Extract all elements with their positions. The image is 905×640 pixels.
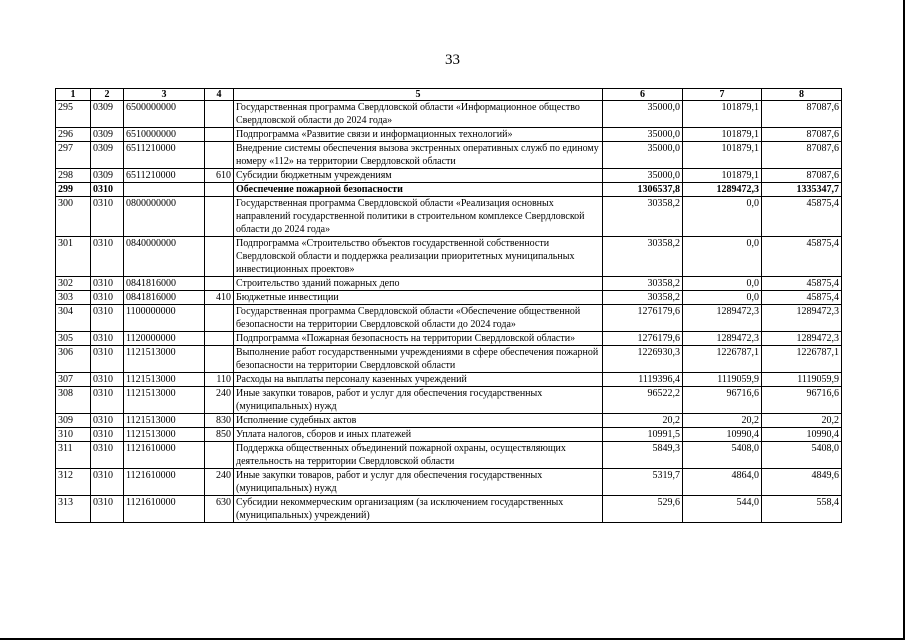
target-article-cell: 1121610000 (124, 469, 205, 496)
amount-col6-cell: 1306537,8 (603, 183, 683, 197)
amount-col7-cell: 544,0 (683, 496, 762, 523)
item-name-cell: Субсидии бюджетным учреждениям (234, 169, 603, 183)
item-name-cell: Внедрение системы обеспечения вызова экстренных оперативных служб по единому номеру «112» на территории Свердловской области (234, 142, 603, 169)
row-number-cell: 306 (56, 346, 91, 373)
section-code-cell: 0310 (91, 291, 124, 305)
table-row (56, 373, 842, 387)
item-name-cell: Иные закупки товаров, работ и услуг для обеспечения государственных (муниципальных) нужд (234, 387, 603, 414)
amount-col6-cell: 1226930,3 (603, 346, 683, 373)
section-code-cell: 0310 (91, 414, 124, 428)
amount-col6-cell: 1119396,4 (603, 373, 683, 387)
item-name-cell: Государственная программа Свердловской области «Информационное общество Свердловской области до 2024 года» (234, 101, 603, 128)
target-article-cell (124, 183, 205, 197)
row-number-cell: 304 (56, 305, 91, 332)
section-code-cell: 0309 (91, 169, 124, 183)
section-code-cell: 0309 (91, 142, 124, 169)
amount-col6-cell: 1276179,6 (603, 332, 683, 346)
amount-col8-cell: 45875,4 (762, 197, 842, 237)
section-code-cell: 0309 (91, 128, 124, 142)
amount-col6-cell: 1276179,6 (603, 305, 683, 332)
amount-col8-cell: 87087,6 (762, 101, 842, 128)
expense-type-cell: 240 (205, 387, 234, 414)
table-row (56, 197, 842, 237)
expense-type-cell (205, 346, 234, 373)
target-article-cell: 1121610000 (124, 442, 205, 469)
expense-type-cell (205, 277, 234, 291)
table-row (56, 496, 842, 523)
section-code-cell: 0310 (91, 183, 124, 197)
expense-type-cell: 850 (205, 428, 234, 442)
expense-type-cell: 610 (205, 169, 234, 183)
row-number-cell: 295 (56, 101, 91, 128)
table-row (56, 142, 842, 169)
expense-type-cell (205, 128, 234, 142)
target-article-cell: 0841816000 (124, 277, 205, 291)
row-number-cell: 305 (56, 332, 91, 346)
amount-col8-cell: 558,4 (762, 496, 842, 523)
page-number: 33 (445, 52, 460, 68)
amount-col6-cell: 20,2 (603, 414, 683, 428)
expense-type-cell: 630 (205, 496, 234, 523)
amount-col6-cell: 5849,3 (603, 442, 683, 469)
target-article-cell: 1121513000 (124, 428, 205, 442)
header-cell-3: 3 (124, 89, 205, 101)
target-article-cell: 6511210000 (124, 142, 205, 169)
row-number-cell: 308 (56, 387, 91, 414)
item-name-cell: Государственная программа Свердловской области «Обеспечение общественной безопасности на территории Свердловской области до 2024 года» (234, 305, 603, 332)
section-code-cell: 0310 (91, 305, 124, 332)
row-number-cell: 310 (56, 428, 91, 442)
table-row (56, 183, 842, 197)
expense-type-cell (205, 332, 234, 346)
section-code-cell: 0310 (91, 373, 124, 387)
amount-col6-cell: 35000,0 (603, 128, 683, 142)
row-number-cell: 299 (56, 183, 91, 197)
section-code-cell: 0310 (91, 496, 124, 523)
amount-col7-cell: 101879,1 (683, 142, 762, 169)
header-cell-4: 4 (205, 89, 234, 101)
amount-col6-cell: 96522,2 (603, 387, 683, 414)
amount-col8-cell: 45875,4 (762, 277, 842, 291)
target-article-cell: 1120000000 (124, 332, 205, 346)
amount-col6-cell: 5319,7 (603, 469, 683, 496)
target-article-cell: 0840000000 (124, 237, 205, 277)
amount-col8-cell: 1119059,9 (762, 373, 842, 387)
amount-col7-cell: 1289472,3 (683, 183, 762, 197)
item-name-cell: Выполнение работ государственными учреждениями в сфере обеспечения пожарной безопасности на территории Свердловской области (234, 346, 603, 373)
amount-col7-cell: 1289472,3 (683, 332, 762, 346)
section-code-cell: 0310 (91, 332, 124, 346)
target-article-cell: 1121513000 (124, 414, 205, 428)
item-name-cell: Бюджетные инвестиции (234, 291, 603, 305)
amount-col6-cell: 35000,0 (603, 101, 683, 128)
target-article-cell: 6510000000 (124, 128, 205, 142)
row-number-cell: 302 (56, 277, 91, 291)
amount-col7-cell: 0,0 (683, 197, 762, 237)
amount-col6-cell: 35000,0 (603, 169, 683, 183)
expense-type-cell (205, 305, 234, 332)
item-name-cell: Исполнение судебных актов (234, 414, 603, 428)
amount-col6-cell: 35000,0 (603, 142, 683, 169)
amount-col8-cell: 45875,4 (762, 291, 842, 305)
row-number-cell: 300 (56, 197, 91, 237)
amount-col6-cell: 30358,2 (603, 197, 683, 237)
item-name-cell: Субсидии некоммерческим организациям (за исключением государственных (муниципальных) учреждений) (234, 496, 603, 523)
amount-col8-cell: 87087,6 (762, 169, 842, 183)
row-number-cell: 311 (56, 442, 91, 469)
expense-type-cell: 410 (205, 291, 234, 305)
expense-type-cell (205, 197, 234, 237)
expense-type-cell (205, 442, 234, 469)
expense-type-cell: 110 (205, 373, 234, 387)
expense-type-cell (205, 101, 234, 128)
table-row (56, 387, 842, 414)
amount-col8-cell: 4849,6 (762, 469, 842, 496)
row-number-cell: 298 (56, 169, 91, 183)
amount-col6-cell: 30358,2 (603, 291, 683, 305)
table-row (56, 414, 842, 428)
table-row (56, 428, 842, 442)
amount-col8-cell: 87087,6 (762, 142, 842, 169)
item-name-cell: Поддержка общественных объединений пожарной охраны, осуществляющих деятельность на территории Свердловской области (234, 442, 603, 469)
table-row (56, 237, 842, 277)
item-name-cell: Расходы на выплаты персоналу казенных учреждений (234, 373, 603, 387)
amount-col8-cell: 1335347,7 (762, 183, 842, 197)
table-header-row (56, 89, 842, 101)
amount-col7-cell: 101879,1 (683, 128, 762, 142)
row-number-cell: 309 (56, 414, 91, 428)
row-number-cell: 312 (56, 469, 91, 496)
expense-type-cell: 240 (205, 469, 234, 496)
item-name-cell: Подпрограмма «Пожарная безопасность на территории Свердловской области» (234, 332, 603, 346)
header-cell-1: 1 (56, 89, 91, 101)
expense-type-cell (205, 142, 234, 169)
table-row (56, 442, 842, 469)
amount-col7-cell: 101879,1 (683, 101, 762, 128)
amount-col8-cell: 10990,4 (762, 428, 842, 442)
table-row (56, 469, 842, 496)
amount-col6-cell: 30358,2 (603, 277, 683, 291)
amount-col7-cell: 1226787,1 (683, 346, 762, 373)
target-article-cell: 1121610000 (124, 496, 205, 523)
table-row (56, 169, 842, 183)
budget-table (55, 88, 842, 523)
item-name-cell: Иные закупки товаров, работ и услуг для обеспечения государственных (муниципальных) нужд (234, 469, 603, 496)
table-row (56, 291, 842, 305)
item-name-cell: Подпрограмма «Развитие связи и информационных технологий» (234, 128, 603, 142)
target-article-cell: 6511210000 (124, 169, 205, 183)
target-article-cell: 0800000000 (124, 197, 205, 237)
row-number-cell: 307 (56, 373, 91, 387)
table-row (56, 277, 842, 291)
section-code-cell: 0309 (91, 101, 124, 128)
target-article-cell: 1100000000 (124, 305, 205, 332)
row-number-cell: 313 (56, 496, 91, 523)
amount-col7-cell: 96716,6 (683, 387, 762, 414)
row-number-cell: 297 (56, 142, 91, 169)
section-code-cell: 0310 (91, 277, 124, 291)
amount-col7-cell: 0,0 (683, 277, 762, 291)
expense-type-cell (205, 237, 234, 277)
amount-col8-cell: 96716,6 (762, 387, 842, 414)
row-number-cell: 301 (56, 237, 91, 277)
table-row (56, 305, 842, 332)
amount-col7-cell: 0,0 (683, 291, 762, 305)
amount-col7-cell: 20,2 (683, 414, 762, 428)
table-row (56, 128, 842, 142)
amount-col8-cell: 1226787,1 (762, 346, 842, 373)
amount-col6-cell: 30358,2 (603, 237, 683, 277)
header-cell-8: 8 (762, 89, 842, 101)
amount-col7-cell: 1289472,3 (683, 305, 762, 332)
target-article-cell: 6500000000 (124, 101, 205, 128)
amount-col6-cell: 10991,5 (603, 428, 683, 442)
section-code-cell: 0310 (91, 346, 124, 373)
amount-col7-cell: 4864,0 (683, 469, 762, 496)
header-cell-6: 6 (603, 89, 683, 101)
header-cell-2: 2 (91, 89, 124, 101)
table-row (56, 332, 842, 346)
amount-col7-cell: 10990,4 (683, 428, 762, 442)
amount-col7-cell: 0,0 (683, 237, 762, 277)
table-row (56, 346, 842, 373)
item-name-cell: Подпрограмма «Строительство объектов государственной собственности Свердловской области и поддержка реализации приоритетных муниципальных инвестиционных проектов» (234, 237, 603, 277)
header-cell-5: 5 (234, 89, 603, 101)
row-number-cell: 303 (56, 291, 91, 305)
item-name-cell: Государственная программа Свердловской области «Реализация основных направлений государственной политики в строительном комплексе Свердловской области до 2024 года» (234, 197, 603, 237)
section-code-cell: 0310 (91, 237, 124, 277)
amount-col8-cell: 87087,6 (762, 128, 842, 142)
amount-col8-cell: 1289472,3 (762, 305, 842, 332)
section-code-cell: 0310 (91, 469, 124, 496)
table-row (56, 101, 842, 128)
section-code-cell: 0310 (91, 428, 124, 442)
item-name-cell: Уплата налогов, сборов и иных платежей (234, 428, 603, 442)
section-code-cell: 0310 (91, 442, 124, 469)
target-article-cell: 0841816000 (124, 291, 205, 305)
target-article-cell: 1121513000 (124, 346, 205, 373)
table-body (56, 101, 842, 523)
amount-col6-cell: 529,6 (603, 496, 683, 523)
amount-col8-cell: 5408,0 (762, 442, 842, 469)
header-cell-7: 7 (683, 89, 762, 101)
amount-col7-cell: 5408,0 (683, 442, 762, 469)
expense-type-cell: 830 (205, 414, 234, 428)
target-article-cell: 1121513000 (124, 373, 205, 387)
item-name-cell: Строительство зданий пожарных депо (234, 277, 603, 291)
amount-col8-cell: 20,2 (762, 414, 842, 428)
section-code-cell: 0310 (91, 387, 124, 414)
expense-type-cell (205, 183, 234, 197)
target-article-cell: 1121513000 (124, 387, 205, 414)
amount-col7-cell: 101879,1 (683, 169, 762, 183)
row-number-cell: 296 (56, 128, 91, 142)
item-name-cell: Обеспечение пожарной безопасности (234, 183, 603, 197)
amount-col8-cell: 1289472,3 (762, 332, 842, 346)
section-code-cell: 0310 (91, 197, 124, 237)
amount-col7-cell: 1119059,9 (683, 373, 762, 387)
amount-col8-cell: 45875,4 (762, 237, 842, 277)
